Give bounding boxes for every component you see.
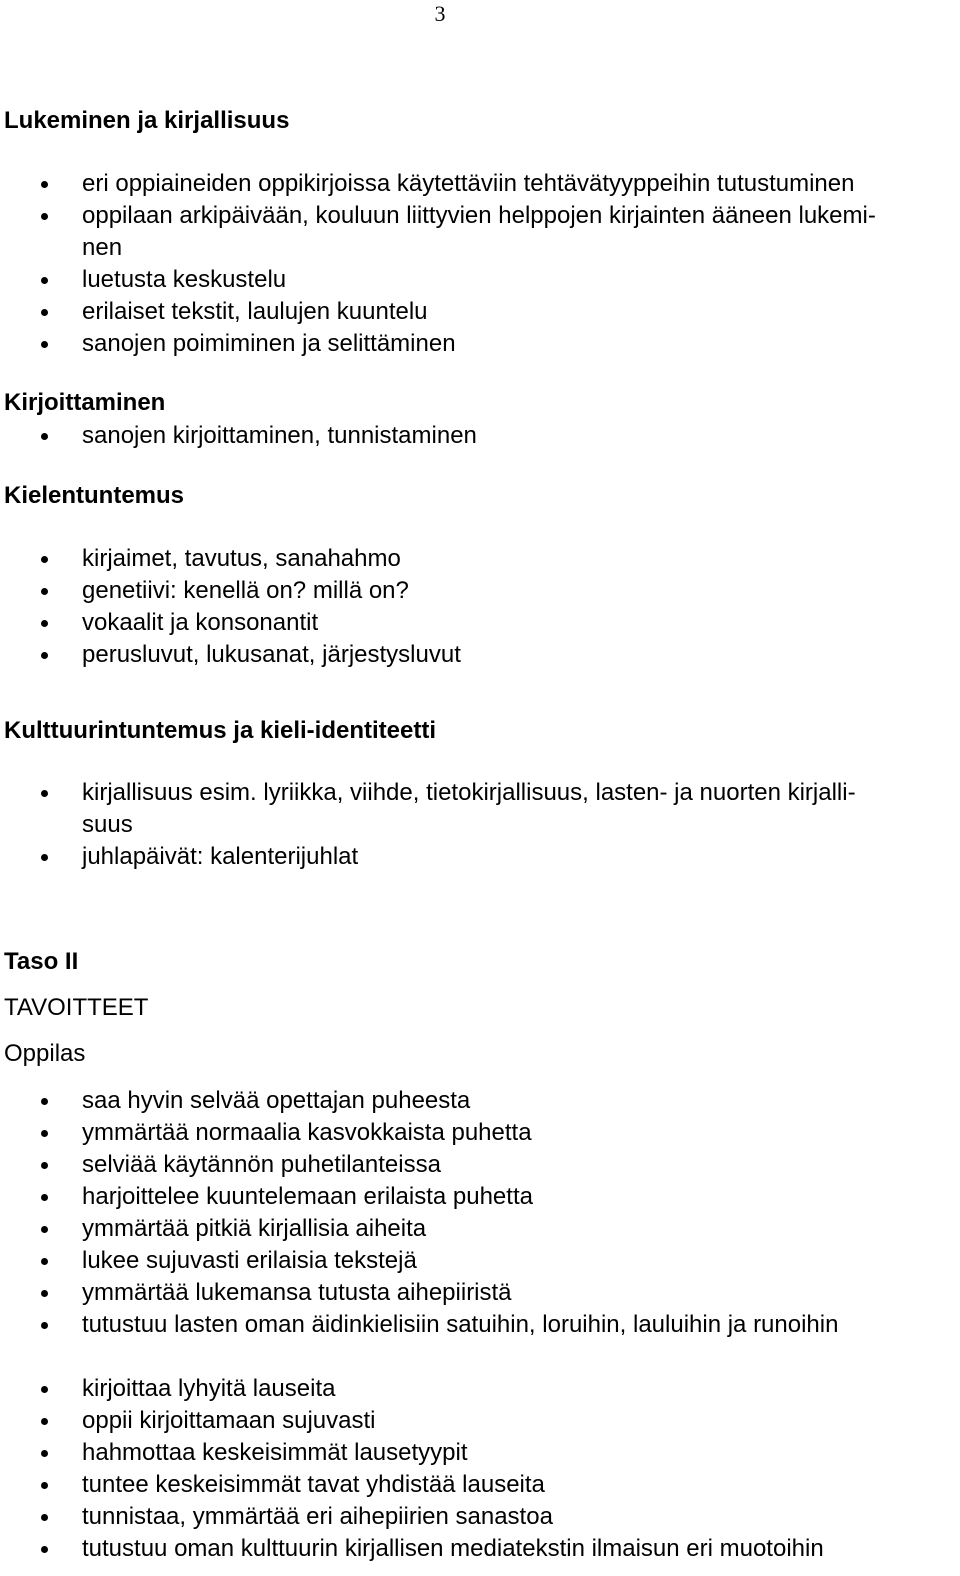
list-item-continuation: nen [82,234,123,261]
heading-kirjoittaminen: Kirjoittaminen [4,389,166,416]
list-item: harjoittelee kuuntelemaan erilaista puhetta [4,1181,944,1213]
page-number: 3 [434,1,446,26]
list-item: kirjallisuus esim. lyriikka, viihde, tietokirjallisuus, lasten- ja nuorten kirjalli- [4,777,944,809]
list-kulttuuri [4,777,944,873]
list-lukeminen [4,168,944,360]
list-item: genetiivi: kenellä on? millä on? [4,575,944,607]
heading-taso: Taso II [4,948,79,975]
list-item: perusluvut, lukusanat, järjestysluvut [4,639,944,671]
heading-lukeminen: Lukeminen ja kirjallisuus [4,107,290,134]
list-item: oppii kirjoittamaan sujuvasti [4,1405,944,1437]
list-item: tuntee keskeisimmät tavat yhdistää lauseita [4,1469,944,1501]
list-tavoitteet-1 [4,1085,944,1341]
list-item: erilaiset tekstit, laulujen kuuntelu [4,296,944,328]
subtitle-tavoitteet: TAVOITTEET [4,994,149,1021]
list-item: oppilaan arkipäivään, kouluun liittyvien helppojen kirjainten ääneen lukemi- [4,200,944,232]
heading-kulttuuri: Kulttuurintuntemus ja kieli-identiteetti [4,717,437,744]
list-item: tunnistaa, ymmärtää eri aihepiirien sanastoa [4,1501,944,1533]
list-item: luetusta keskustelu [4,264,944,296]
list-item: saa hyvin selvää opettajan puheesta [4,1085,944,1117]
list-item: selviää käytännön puhetilanteissa [4,1149,944,1181]
heading-kielentuntemus: Kielentuntemus [4,482,185,509]
list-item: sanojen kirjoittaminen, tunnistaminen [4,420,944,452]
list-item: kirjaimet, tavutus, sanahahmo [4,543,944,575]
list-kielentuntemus [4,543,944,671]
list-item: hahmottaa keskeisimmät lausetyypit [4,1437,944,1469]
list-item: tutustuu lasten oman äidinkielisiin satuihin, loruihin, lauluihin ja runoihin [4,1309,944,1341]
label-oppilas: Oppilas [4,1040,86,1067]
list-item: sanojen poimiminen ja selittäminen [4,328,944,360]
list-item: kirjoittaa lyhyitä lauseita [4,1373,944,1405]
list-item-continuation: suus [82,811,133,838]
list-item: lukee sujuvasti erilaisia tekstejä [4,1245,944,1277]
list-kirjoittaminen [4,420,944,452]
list-item: tutustuu oman kulttuurin kirjallisen mediatekstin ilmaisun eri muotoihin [4,1533,944,1565]
list-item: eri oppiaineiden oppikirjoissa käytettäviin tehtävätyyppeihin tutustuminen [4,168,944,200]
list-item: ymmärtää normaalia kasvokkaista puhetta [4,1117,944,1149]
list-item: vokaalit ja konsonantit [4,607,944,639]
list-item: juhlapäivät: kalenterijuhlat [4,841,944,873]
list-tavoitteet-2 [4,1373,944,1565]
list-item: ymmärtää lukemansa tutusta aihepiiristä [4,1277,944,1309]
list-item: ymmärtää pitkiä kirjallisia aiheita [4,1213,944,1245]
